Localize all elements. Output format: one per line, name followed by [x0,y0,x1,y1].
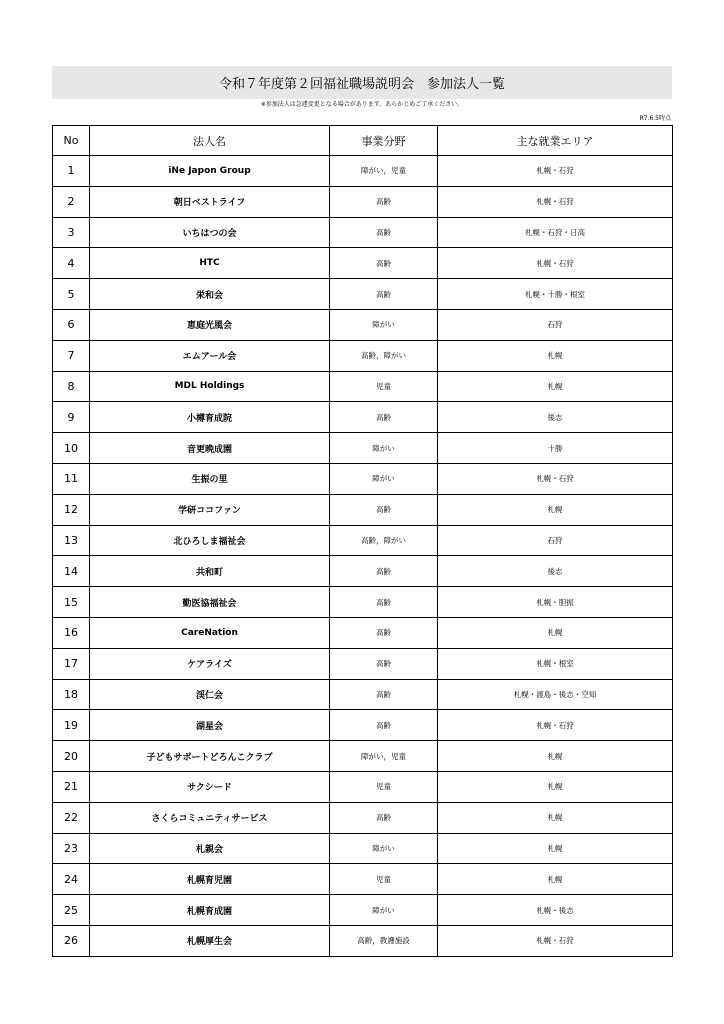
table-row [53,433,673,464]
business-field: 障がい，児童 [330,156,438,187]
work-area: 札幌・石狩 [438,248,673,279]
work-area: 札幌 [438,771,673,802]
work-area: 札幌・石狩 [438,186,673,217]
row-number: 2 [53,186,90,217]
row-number: 25 [53,895,90,926]
corporation-name: MDL Holdings [90,371,330,402]
header-field: 事業分野 [330,126,438,156]
row-number: 16 [53,617,90,648]
business-field: 障がい，児童 [330,741,438,772]
work-area: 札幌・石狩 [438,463,673,494]
business-field: 高齢 [330,279,438,310]
business-field: 高齢 [330,710,438,741]
row-number: 12 [53,494,90,525]
table-row [53,710,673,741]
work-area: 札幌 [438,494,673,525]
header-name: 法人名 [90,126,330,156]
as-of-date: R7.6.5時点 [639,115,671,122]
row-number: 20 [53,741,90,772]
table-row [53,895,673,926]
table-row [53,925,673,956]
corporation-name: 湖星会 [90,710,330,741]
table-body [53,156,673,957]
work-area: 札幌 [438,371,673,402]
page-title: 令和７年度第２回福祉職場説明会 参加法人一覧 [218,77,505,92]
row-number: 10 [53,433,90,464]
business-field: 高齢 [330,648,438,679]
table-row [53,587,673,618]
table-row [53,463,673,494]
corporation-name: 生振の里 [90,463,330,494]
table-row [53,402,673,433]
business-field: 児童 [330,864,438,895]
business-field: 障がい [330,309,438,340]
work-area: 後志 [438,402,673,433]
row-number: 7 [53,340,90,371]
business-field: 高齢 [330,617,438,648]
business-field: 高齢，教護施設 [330,925,438,956]
table-row [53,802,673,833]
table-row [53,186,673,217]
corporation-name: 学研ココファン [90,494,330,525]
row-number: 8 [53,371,90,402]
header-no: No [53,126,90,156]
work-area: 札幌・渡島・後志・空知 [438,679,673,710]
row-number: 17 [53,648,90,679]
business-field: 高齢 [330,802,438,833]
work-area: 札幌 [438,617,673,648]
business-field: 高齢 [330,217,438,248]
business-field: 障がい [330,833,438,864]
table-row [53,156,673,187]
title-bar [52,66,672,99]
row-number: 19 [53,710,90,741]
table-row [53,309,673,340]
business-field: 高齢 [330,186,438,217]
header-area: 主な就業エリア [438,126,673,156]
table-row [53,833,673,864]
business-field: 高齢 [330,248,438,279]
corporation-name: 札幌育児園 [90,864,330,895]
corporation-name: さくらコミュニティサービス [90,802,330,833]
corporation-name: 朝日ベストライフ [90,186,330,217]
work-area: 札幌 [438,833,673,864]
corporation-name: 音更晩成園 [90,433,330,464]
row-number: 3 [53,217,90,248]
work-area: 札幌・石狩 [438,710,673,741]
corporation-name: 小樽育成院 [90,402,330,433]
row-number: 13 [53,525,90,556]
table-header-row [53,126,673,156]
row-number: 9 [53,402,90,433]
participant-table [52,125,673,957]
business-field: 高齢 [330,494,438,525]
work-area: 札幌 [438,864,673,895]
row-number: 18 [53,679,90,710]
corporation-name: 札親会 [90,833,330,864]
table-row [53,771,673,802]
work-area: 札幌・十勝・根室 [438,279,673,310]
row-number: 1 [53,156,90,187]
table-row [53,741,673,772]
table-row [53,617,673,648]
corporation-name: 札幌育成園 [90,895,330,926]
work-area: 札幌・石狩 [438,156,673,187]
row-number: 4 [53,248,90,279]
business-field: 児童 [330,771,438,802]
row-number: 6 [53,309,90,340]
row-number: 23 [53,833,90,864]
table-row [53,679,673,710]
work-area: 後志 [438,556,673,587]
corporation-name: CareNation [90,617,330,648]
row-number: 11 [53,463,90,494]
business-field: 高齢 [330,556,438,587]
work-area: 十勝 [438,433,673,464]
row-number: 15 [53,587,90,618]
table-row [53,340,673,371]
corporation-name: 渓仁会 [90,679,330,710]
corporation-name: ケアライズ [90,648,330,679]
work-area: 札幌・石狩 [438,925,673,956]
corporation-name: iNe Japon Group [90,156,330,187]
work-area: 札幌 [438,741,673,772]
row-number: 21 [53,771,90,802]
business-field: 高齢，障がい [330,340,438,371]
row-number: 26 [53,925,90,956]
corporation-name: 共和町 [90,556,330,587]
corporation-name: 恵庭光風会 [90,309,330,340]
business-field: 高齢，障がい [330,525,438,556]
table-row [53,217,673,248]
row-number: 22 [53,802,90,833]
corporation-name: 北ひろしま福祉会 [90,525,330,556]
table-row [53,556,673,587]
notice-text: ※参加法人は急遽変更となる場合があります。あらかじめご了承ください。 [260,101,464,108]
corporation-name: いちはつの会 [90,217,330,248]
business-field: 児童 [330,371,438,402]
business-field: 障がい [330,463,438,494]
table-row [53,864,673,895]
corporation-name: HTC [90,248,330,279]
business-field: 障がい [330,895,438,926]
corporation-name: 勤医協福祉会 [90,587,330,618]
work-area: 札幌・根室 [438,648,673,679]
work-area: 札幌 [438,802,673,833]
business-field: 障がい [330,433,438,464]
business-field: 高齢 [330,587,438,618]
corporation-name: 栄和会 [90,279,330,310]
corporation-name: サクシード [90,771,330,802]
work-area: 札幌・胆振 [438,587,673,618]
work-area: 札幌・石狩・日高 [438,217,673,248]
work-area: 石狩 [438,525,673,556]
table-row [53,248,673,279]
corporation-name: 子どもサポートどろんこクラブ [90,741,330,772]
table-row [53,494,673,525]
corporation-name: 札幌厚生会 [90,925,330,956]
work-area: 石狩 [438,309,673,340]
business-field: 高齢 [330,402,438,433]
row-number: 14 [53,556,90,587]
work-area: 札幌 [438,340,673,371]
row-number: 24 [53,864,90,895]
table-row [53,371,673,402]
corporation-name: エムアール会 [90,340,330,371]
work-area: 札幌・後志 [438,895,673,926]
row-number: 5 [53,279,90,310]
business-field: 高齢 [330,679,438,710]
table-row [53,525,673,556]
table-row [53,279,673,310]
table-row [53,648,673,679]
